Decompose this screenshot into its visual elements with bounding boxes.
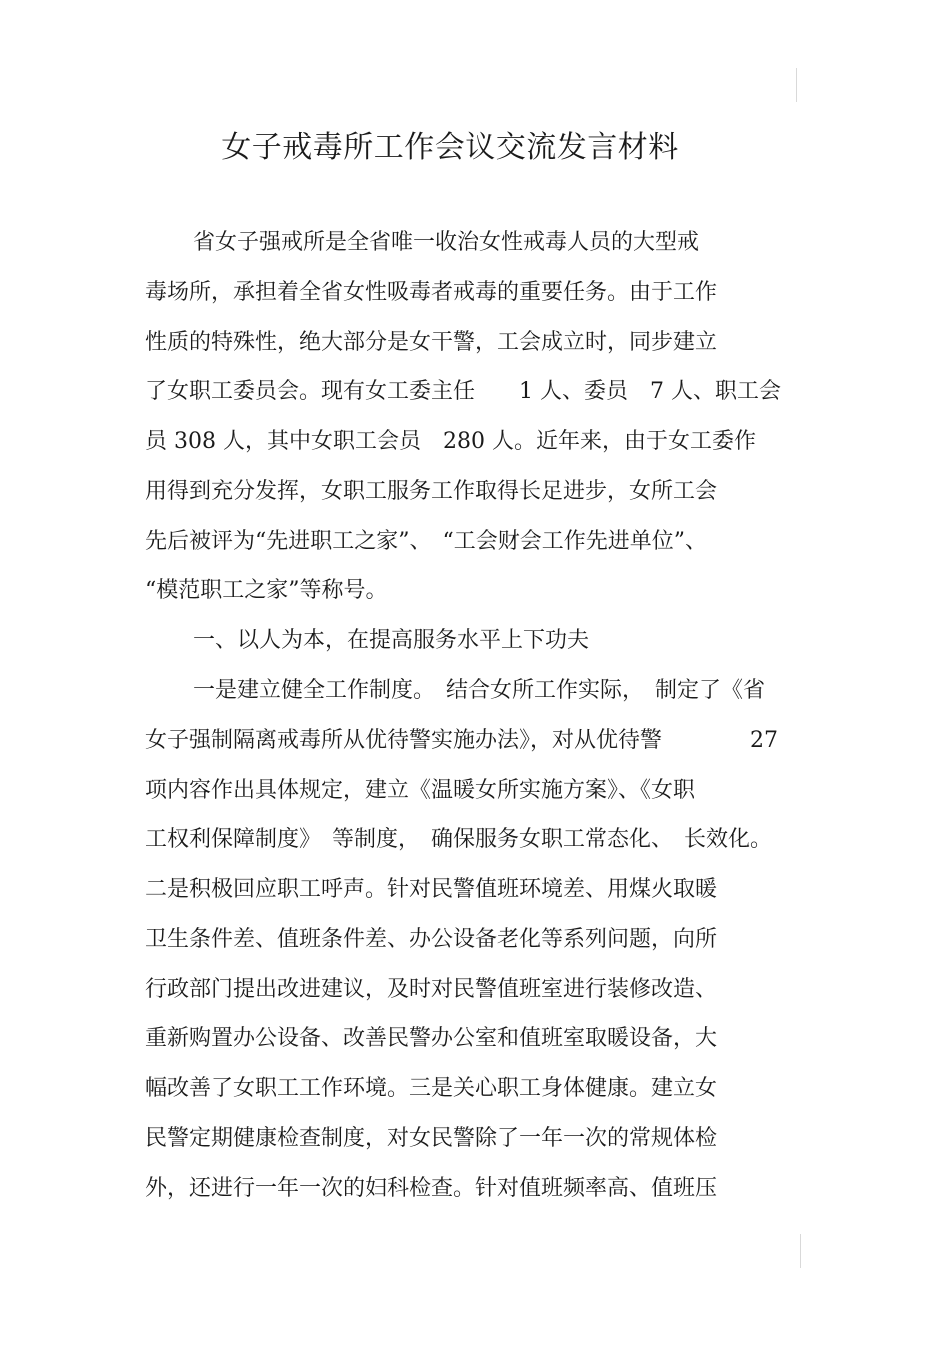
paragraph-line: 了女职工委员会。现有女工委主任 1 人、委员 7 人、职工会 bbox=[145, 379, 781, 404]
paragraph-line: 用得到充分发挥，女职工服务工作取得长足进步，女所工会 bbox=[145, 479, 718, 504]
paragraph-line: 省女子强戒所是全省唯一收治女性戒毒人员的大型戒 bbox=[193, 230, 700, 255]
paragraph-line: 幅改善了女职工工作环境。三是关心职工身体健康。建立女 bbox=[145, 1076, 718, 1101]
section-heading: 一、以人为本，在提高服务水平上下功夫 bbox=[193, 628, 590, 653]
paragraph-line: “模范职工之家”等称号。 bbox=[145, 578, 388, 603]
paragraph-line: 重新购置办公设备、改善民警办公室和值班室取暖设备，大 bbox=[145, 1026, 718, 1051]
paragraph-line: 女子强制隔离戒毒所从优待警实施办法》，对从优待警 27 bbox=[145, 728, 778, 753]
paragraph-line: 行政部门提出改进建议，及时对民警值班室进行装修改造、 bbox=[145, 977, 718, 1002]
paragraph-line: 二是积极回应职工呼声。针对民警值班环境差、用煤火取暖 bbox=[145, 877, 718, 902]
paragraph-line: 毒场所，承担着全省女性吸毒者戒毒的重要任务。由于工作 bbox=[145, 280, 718, 305]
document-title: 女子戒毒所工作会议交流发言材料 bbox=[221, 130, 679, 165]
paragraph-line: 民警定期健康检查制度，对女民警除了一年一次的常规体检 bbox=[145, 1126, 718, 1151]
page-corner-mark bbox=[800, 1234, 801, 1268]
paragraph-line: 性质的特殊性，绝大部分是女干警，工会成立时，同步建立 bbox=[145, 330, 718, 355]
paragraph-line: 工权利保障制度》 等制度， 确保服务女职工常态化、 长效化。 bbox=[145, 827, 773, 852]
page-corner-mark bbox=[796, 68, 797, 102]
paragraph-line: 先后被评为“先进职工之家”、 “工会财会工作先进单位”、 bbox=[145, 529, 707, 554]
paragraph-line: 一是建立健全工作制度。 结合女所工作实际， 制定了《省 bbox=[193, 678, 766, 703]
paragraph-line: 项内容作出具体规定，建立《温暖女所实施方案》、《女职 bbox=[145, 778, 696, 803]
paragraph-line: 卫生条件差、值班条件差、办公设备老化等系列问题，向所 bbox=[145, 927, 718, 952]
paragraph-line: 员 308 人，其中女职工会员 280 人。近年来，由于女工委作 bbox=[145, 429, 756, 454]
paragraph-line: 外，还进行一年一次的妇科检查。针对值班频率高、值班压 bbox=[145, 1176, 718, 1201]
